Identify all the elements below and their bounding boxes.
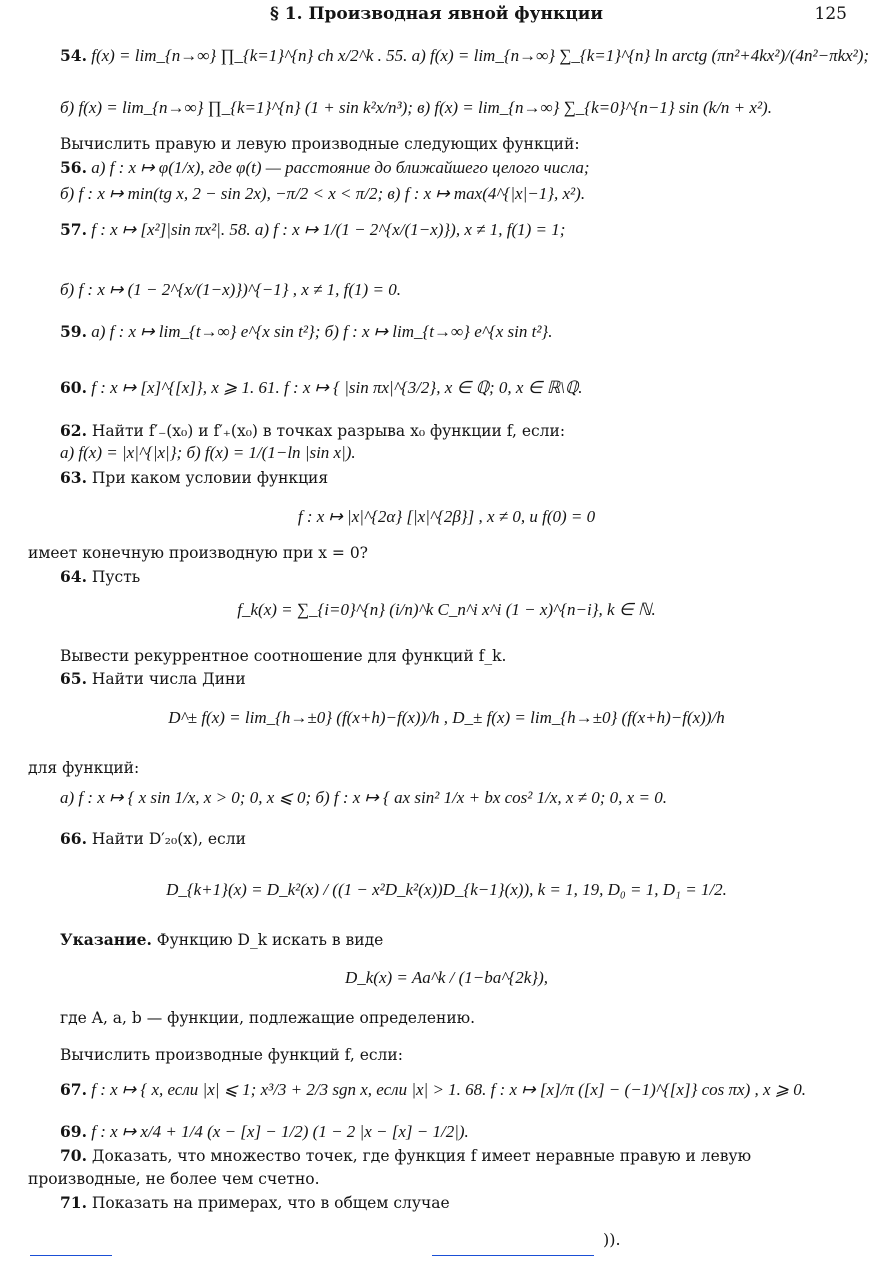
problem-55-b-c xyxy=(60,98,772,118)
formula: f : x ↦ { x, если |x| ⩽ 1; x³/3 + 2/3 sgn x, если |x| > 1. 68. f : x ↦ [x]/π ([x] − (−1)^{[x]} cos πx) , x ⩾ 0. xyxy=(86,1080,807,1099)
text: Доказать, что множество точек, где функция f имеет неравные правую и левую xyxy=(86,1147,752,1165)
problem-63-continued xyxy=(28,543,368,563)
hint-continued xyxy=(60,1008,475,1028)
problem-number: 60. xyxy=(60,378,87,397)
problem-63-formula xyxy=(0,507,893,527)
hint-formula xyxy=(0,968,893,988)
problem-56 xyxy=(60,158,590,178)
truncated-formula-tail: )). xyxy=(603,1230,621,1249)
problem-number: 70. xyxy=(60,1146,87,1165)
formula: D_k(x) = Aa^k / (1−ba^{2k}), xyxy=(344,968,549,987)
page-header xyxy=(0,4,893,26)
text: Вычислить производные функций f, если: xyxy=(60,1046,403,1064)
problem-number: 63. xyxy=(60,468,87,487)
formula: f(x) = lim_{n→∞} ∏_{k=1}^{n} ch x/2^k . 55. а) f(x) = lim_{n→∞} ∑_{k=1}^{n} ln arctg (πn²+4kx²)/(4n²−πkx²); xyxy=(86,46,870,65)
task-heading-1 xyxy=(60,134,580,154)
problem-62 xyxy=(60,421,565,441)
problem-number: 57. xyxy=(60,220,87,239)
formula: б) f : x ↦ (1 − 2^{x/(1−x)})^{−1} , x ≠ 1, f(1) = 0. xyxy=(60,280,401,299)
formula: D^± f(x) = lim_{h→±0} (f(x+h)−f(x))/h , D_± f(x) = lim_{h→±0} (f(x+h)−f(x))/h xyxy=(168,708,725,727)
problem-70 xyxy=(60,1146,751,1166)
problem-65-continued xyxy=(28,758,139,778)
text: Функцию D_k искать в виде xyxy=(151,931,384,949)
problem-63 xyxy=(60,468,328,488)
formula: а) f : x ↦ φ(1/x), где φ(t) — расстояние до ближайшего целого числа; xyxy=(86,158,590,177)
problem-56-b-c xyxy=(60,184,585,204)
problem-57-58 xyxy=(60,220,565,240)
hint xyxy=(60,930,383,950)
link-underline-left[interactable] xyxy=(30,1255,112,1256)
problem-64-continued xyxy=(60,646,506,666)
problem-59 xyxy=(60,322,552,342)
formula: f_k(x) = ∑_{i=0}^{n} (i/n)^k C_n^i x^i (1 − x)^{n−i}, k ∈ ℕ. xyxy=(237,600,656,619)
formula: а) f : x ↦ { x sin 1/x, x > 0; 0, x ⩽ 0; б) f : x ↦ { ax sin² 1/x + bx cos² 1/x, x ≠ 0; 0, x = 0. xyxy=(60,788,667,807)
problem-58-b xyxy=(60,280,401,300)
problem-number: 64. xyxy=(60,567,87,586)
text: производные, не более чем счетно. xyxy=(28,1170,320,1188)
problem-66-formula xyxy=(0,880,893,900)
problem-60-61 xyxy=(60,378,583,398)
text: Показать на примерах, что в общем случае xyxy=(86,1194,450,1212)
problem-67-68 xyxy=(60,1080,806,1100)
problem-65-formula xyxy=(0,708,893,728)
problem-66 xyxy=(60,829,246,849)
formula: f : x ↦ x/4 + 1/4 (x − [x] − 1/2) (1 − 2 |x − [x] − 1/2|). xyxy=(86,1122,469,1141)
text: Найти f′₋(x₀) и f′₊(x₀) в точках разрыва x₀ функции f, если: xyxy=(86,422,566,440)
problem-number: 66. xyxy=(60,829,87,848)
problem-70-continued xyxy=(28,1169,320,1189)
problem-number: 65. xyxy=(60,669,87,688)
text: Найти числа Дини xyxy=(86,670,246,688)
problem-number: 54. xyxy=(60,46,87,65)
problem-64-formula xyxy=(0,600,893,620)
formula: а) f(x) = |x|^{|x|}; б) f(x) = 1/(1−ln |sin x|). xyxy=(60,443,356,462)
text: Вычислить правую и левую производные следующих функций: xyxy=(60,135,580,153)
problem-number: 69. xyxy=(60,1122,87,1141)
problem-number: 71. xyxy=(60,1193,87,1212)
text: Найти D′₂₀(x), если xyxy=(86,830,246,848)
formula: f : x ↦ [x²]|sin πx²|. 58. а) f : x ↦ 1/(1 − 2^{x/(1−x)}), x ≠ 1, f(1) = 1; xyxy=(86,220,566,239)
formula: б) f(x) = lim_{n→∞} ∏_{k=1}^{n} (1 + sin k²x/n³); в) f(x) = lim_{n→∞} ∑_{k=0}^{n−1} sin (k/n + x²). xyxy=(60,98,772,117)
task-heading-2 xyxy=(60,1045,403,1065)
text: Вывести рекуррентное соотношение для функций f_k. xyxy=(60,647,507,665)
problem-number: 56. xyxy=(60,158,87,177)
text: где A, a, b — функции, подлежащие определению. xyxy=(60,1009,476,1027)
formula: а) f : x ↦ lim_{t→∞} e^{x sin t²}; б) f : x ↦ lim_{t→∞} e^{x sin t²}. xyxy=(86,322,553,341)
page-number: 125 xyxy=(814,4,847,24)
formula: б) f : x ↦ min(tg x, 2 − sin 2x), −π/2 < x < π/2; в) f : x ↦ max(4^{|x|−1}, x²). xyxy=(60,184,586,203)
problem-65 xyxy=(60,669,246,689)
hint-label: Указание. xyxy=(60,930,152,949)
formula: D_{k+1}(x) = D_k²(x) / ((1 − x²D_k²(x))D_{k−1}(x)), k = 1, 19, D₀ = 1, D₁ = 1/2. xyxy=(166,880,727,899)
problem-number: 62. xyxy=(60,421,87,440)
problem-64 xyxy=(60,567,140,587)
problem-number: 67. xyxy=(60,1080,87,1099)
problem-62-cases xyxy=(60,443,356,463)
problem-54-55 xyxy=(60,46,869,66)
problem-number: 59. xyxy=(60,322,87,341)
problem-69 xyxy=(60,1122,469,1142)
formula: f : x ↦ |x|^{2α} [|x|^{2β}] , x ≠ 0, и f(0) = 0 xyxy=(297,507,596,526)
problem-65-cases xyxy=(60,788,667,808)
text: для функций: xyxy=(28,759,140,777)
link-underline-right[interactable] xyxy=(432,1255,594,1256)
problem-71 xyxy=(60,1193,450,1213)
text: При каком условии функция xyxy=(86,469,329,487)
section-title: § 1. Производная явной функции xyxy=(270,4,604,24)
text: Пусть xyxy=(86,568,141,586)
formula: f : x ↦ [x]^{[x]}, x ⩾ 1. 61. f : x ↦ { |sin πx|^{3/2}, x ∈ ℚ; 0, x ∈ ℝ\ℚ. xyxy=(86,378,583,397)
text: имеет конечную производную при x = 0? xyxy=(28,544,368,562)
